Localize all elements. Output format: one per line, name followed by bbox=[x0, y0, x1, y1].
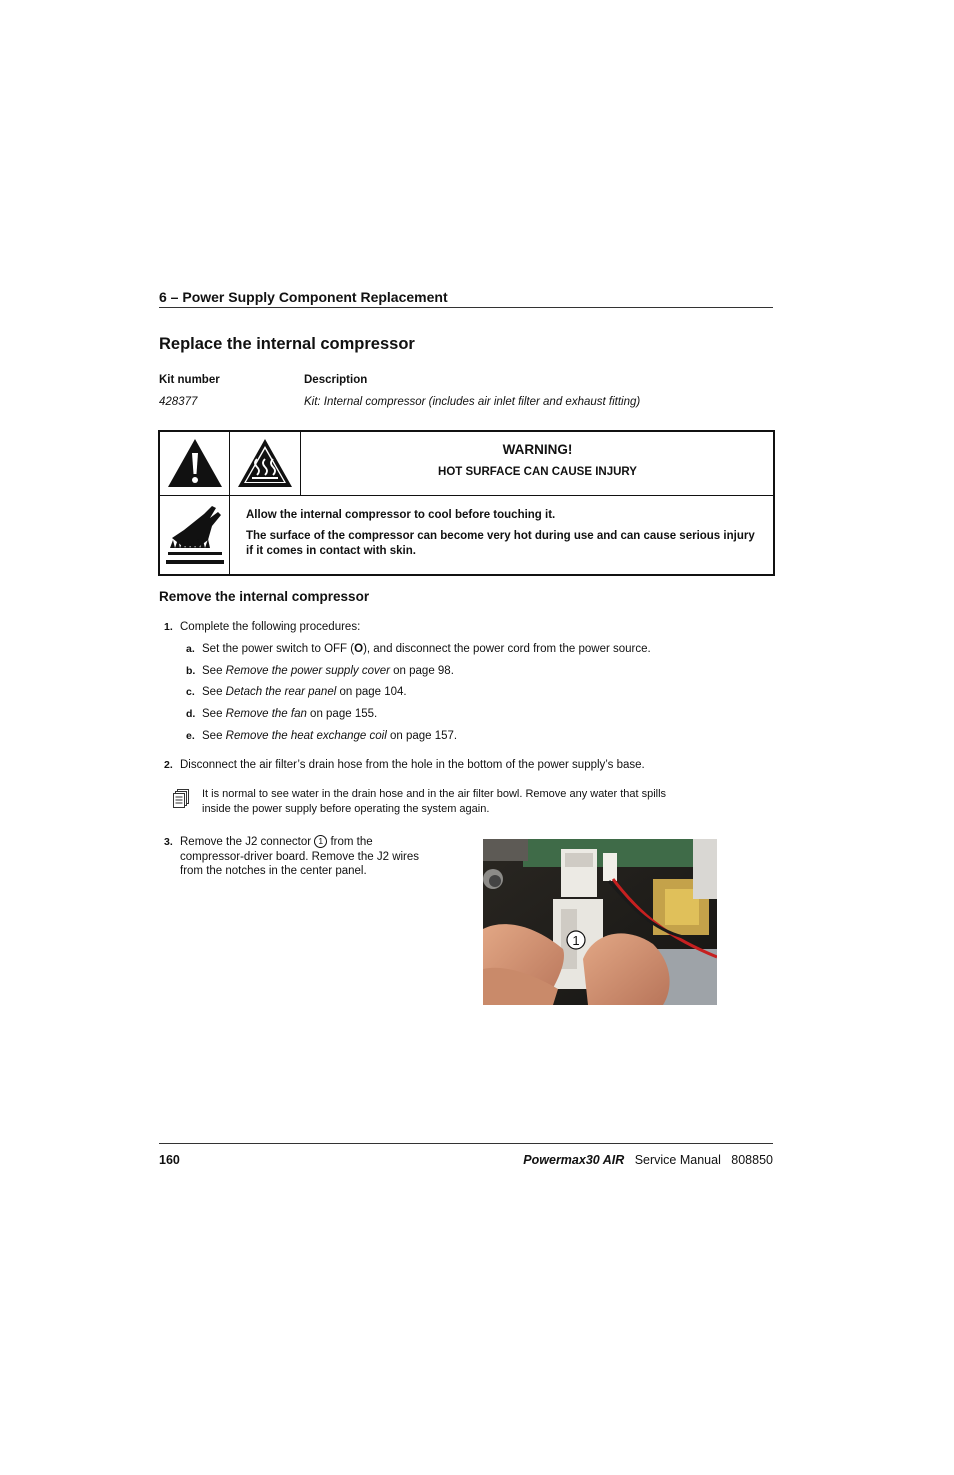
ref-link-c[interactable]: Detach the rear panel bbox=[225, 686, 337, 698]
photo-callout-1: 1 bbox=[572, 933, 580, 948]
chapter-header: 6 – Power Supply Component Replacement bbox=[159, 289, 448, 305]
substep-e-text: See Remove the heat exchange coil on page 157. bbox=[202, 730, 458, 742]
substep-d-label: d. bbox=[186, 708, 196, 720]
step-1-number: 1. bbox=[164, 621, 173, 633]
callout-marker: 1 bbox=[314, 835, 327, 848]
warning-line-2: The surface of the compressor can become very hot during use and can cause serious injury if it comes in contact with skin. bbox=[246, 530, 755, 557]
substep-e-label: e. bbox=[186, 730, 195, 742]
warning-title: WARNING! bbox=[502, 442, 573, 457]
step-3-text: Remove the J2 connector 1 from the compressor-driver board. Remove the J2 wires from the notches in the center panel. bbox=[180, 836, 420, 877]
kit-number-header: Kit number bbox=[159, 374, 220, 386]
description-header: Description bbox=[304, 374, 368, 386]
note-icon bbox=[173, 789, 190, 808]
footer-document-info: Powermax30 AIR Service Manual 808850 bbox=[523, 1153, 773, 1167]
substep-d-text: See Remove the fan on page 155. bbox=[202, 708, 378, 720]
hot-surface-icon bbox=[236, 437, 294, 489]
header-rule bbox=[159, 307, 773, 308]
footer-rule bbox=[159, 1143, 773, 1144]
page-title: Replace the internal compressor bbox=[159, 335, 415, 353]
substep-c-text: See Detach the rear panel on page 104. bbox=[202, 686, 407, 698]
warning-subtitle: HOT SURFACE CAN CAUSE INJURY bbox=[438, 466, 637, 478]
step-2-text: Disconnect the air filter’s drain hose from the hole in the bottom of the power supply’s base. bbox=[180, 759, 645, 771]
kit-description-value: Kit: Internal compressor (includes air inlet filter and exhaust fitting) bbox=[304, 396, 641, 408]
ref-link-d[interactable]: Remove the fan bbox=[225, 708, 307, 720]
hand-burn-icon bbox=[164, 500, 226, 566]
page-number: 160 bbox=[159, 1153, 180, 1167]
note-text: It is normal to see water in the drain hose and in the air filter bowl. Remove any water that spills inside the power supply before operating the system again. bbox=[202, 788, 667, 815]
substep-c-label: c. bbox=[186, 686, 195, 698]
warning-box bbox=[158, 430, 775, 576]
substep-a-label: a. bbox=[186, 643, 195, 655]
substep-b-label: b. bbox=[186, 665, 196, 677]
step-1-text: Complete the following procedures: bbox=[180, 621, 361, 633]
ref-link-e[interactable]: Remove the heat exchange coil bbox=[225, 730, 387, 742]
ref-link-b[interactable]: Remove the power supply cover bbox=[225, 665, 390, 677]
kit-number-value: 428377 bbox=[159, 396, 198, 408]
section-heading: Remove the internal compressor bbox=[159, 589, 370, 604]
compressor-connector-photo bbox=[483, 839, 717, 1005]
substep-a-text: Set the power switch to OFF (O), and disconnect the power cord from the power source. bbox=[202, 643, 651, 655]
substep-b-text: See Remove the power supply cover on page 98. bbox=[202, 665, 454, 677]
warning-line-1: Allow the internal compressor to cool before touching it. bbox=[246, 509, 556, 521]
step-3-number: 3. bbox=[164, 836, 173, 848]
warning-triangle-icon bbox=[166, 437, 224, 489]
step-2-number: 2. bbox=[164, 759, 173, 771]
